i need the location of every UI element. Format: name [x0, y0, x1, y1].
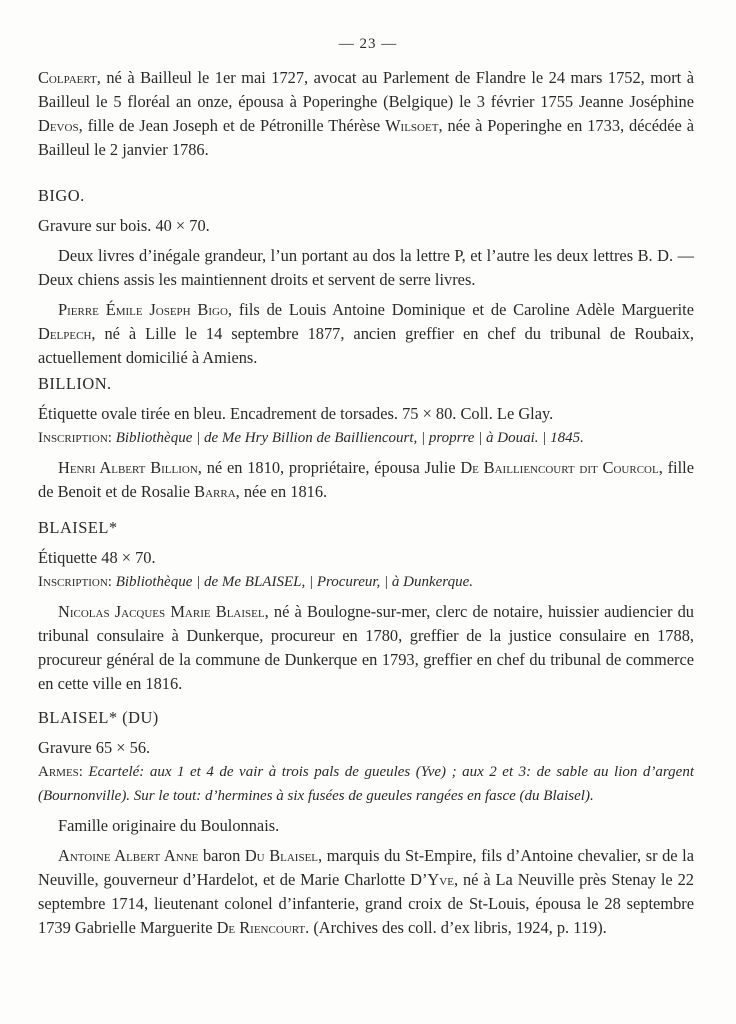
entry-heading: BLAISEL* — [38, 518, 118, 537]
entry-inscription — [38, 426, 694, 450]
entry-inscription — [38, 570, 694, 594]
inscription-text: Bibliothèque | de Me Hry Billion de Bailliencourt, | proprre | à Douai. | 1845. — [111, 430, 584, 446]
person-name: Pierre Émile Joseph Bigo — [58, 300, 228, 319]
entry-owner — [38, 298, 694, 370]
paragraph-text: , née à Poperinghe en 1733, décédée à Bailleul le 2 janvier 1786. — [38, 116, 694, 159]
paragraph-text: , marquis du St-Empire, fils d’Antoine chevalier, sr de la Neuville, gouverneur d’Hardelot, et de Marie Charlotte — [38, 846, 694, 889]
entry-format: Étiquette 48 × 70. — [38, 548, 156, 567]
person-name: De Bailliencourt dit Courcol — [460, 458, 659, 477]
person-name: De Riencourt — [216, 918, 306, 937]
armes-text: Ecartelé: aux 1 et 4 de vair à trois pals de gueules (Yve) ; aux 2 et 3: de sable au lion d’argent (Bournonville). Sur le tout: d’hermines à six fusées de gueules rangées en fasce (du Blaisel). — [38, 764, 694, 804]
intro-paragraph — [38, 66, 694, 162]
person-name: Colpaert — [38, 68, 97, 87]
paragraph-text: , fils de Louis Antoine Dominique et de Caroline Adèle Marguerite — [227, 300, 694, 319]
entry-blaisel — [38, 516, 694, 696]
paragraph-text: , né à Lille le 14 septembre 1877, ancien greffier en chef du tribunal de Roubaix, actuellement domicilié à Amiens. — [38, 324, 694, 367]
paragraph-text: , né en 1810, propriétaire, épousa Julie — [197, 458, 461, 477]
entry-owner — [38, 456, 694, 504]
entry-heading: BILLION. — [38, 374, 112, 393]
person-name: D’Yve — [410, 870, 454, 889]
paragraph-text: , né à Boulogne-sur-mer, clerc de notaire, huissier audiencier du tribunal consulaire à Dunkerque, procureur en 1780, greffier de la justice consulaire en 1788, procureur général de la commune de Dunkerque en 1793, greffier en chef du tribunal de commerce en cette ville en 1816. — [38, 602, 695, 693]
entry-armes — [38, 760, 694, 808]
entry-billion — [38, 372, 694, 504]
entry-description: Deux livres d’inégale grandeur, l’un portant au dos la lettre P, et l’autre les deux lettres B. D. — Deux chiens assis les maintiennent droits et servent de serre livres. — [38, 246, 694, 289]
armes-label: Armes: — [38, 764, 83, 780]
paragraph-text: , née en 1816. — [235, 482, 328, 501]
entry-owner — [38, 844, 694, 940]
person-name: Wilsoet — [385, 116, 439, 135]
inscription-text: Bibliothèque | de Me BLAISEL, | Procureur, | à Dunkerque. — [111, 574, 474, 590]
person-name: Delpech — [38, 324, 92, 343]
entry-blaisel-du — [38, 706, 694, 940]
paragraph-text: , né à La Neuville près Stenay le 22 septembre 1714, lieutenant colonel d’infanterie, grand croix de St-Louis, épousa le 28 septembre 1739 Gabrielle Marguerite — [38, 870, 694, 937]
person-name: Nicolas Jacques Marie Blaisel — [58, 602, 265, 621]
paragraph-text: baron — [198, 846, 245, 865]
paragraph-text: . (Archives des coll. d’ex libris, 1924, p. 119). — [305, 918, 607, 937]
person-name: Barra — [194, 482, 236, 501]
entry-bigo — [38, 184, 694, 370]
entry-origin: Famille originaire du Boulonnais. — [58, 816, 280, 835]
person-name: Antoine Albert Anne — [58, 846, 199, 865]
entry-heading: BIGO. — [38, 186, 85, 205]
person-name: Devos — [38, 116, 79, 135]
paragraph-text: , fille de Benoit et de Rosalie — [38, 458, 694, 501]
inscription-label: Inscription: — [38, 574, 112, 590]
paragraph-text: , fille de Jean Joseph et de Pétronille Thérèse — [78, 116, 386, 135]
entry-format: Étiquette ovale tirée en bleu. Encadrement de torsades. 75 × 80. Coll. Le Glay. — [38, 404, 554, 423]
intro-section — [38, 66, 694, 162]
paragraph-text: , né à Bailleul le 1er mai 1727, avocat au Parlement de Flandre le 24 mars 1752, mort à Bailleul le 5 floréal an onze, épousa à Poperinghe (Belgique) le 3 février 1755 Jeanne Joséphine — [38, 68, 694, 111]
entry-format: Gravure 65 × 56. — [38, 738, 151, 757]
entry-owner — [38, 600, 694, 696]
person-name: Henri Albert Billion — [58, 458, 198, 477]
page-number: — 23 — — [338, 36, 398, 52]
entry-heading: BLAISEL* (DU) — [38, 708, 159, 727]
entry-format: Gravure sur bois. 40 × 70. — [38, 216, 210, 235]
inscription-label: Inscription: — [38, 430, 112, 446]
person-name: Du Blaisel — [244, 846, 319, 865]
